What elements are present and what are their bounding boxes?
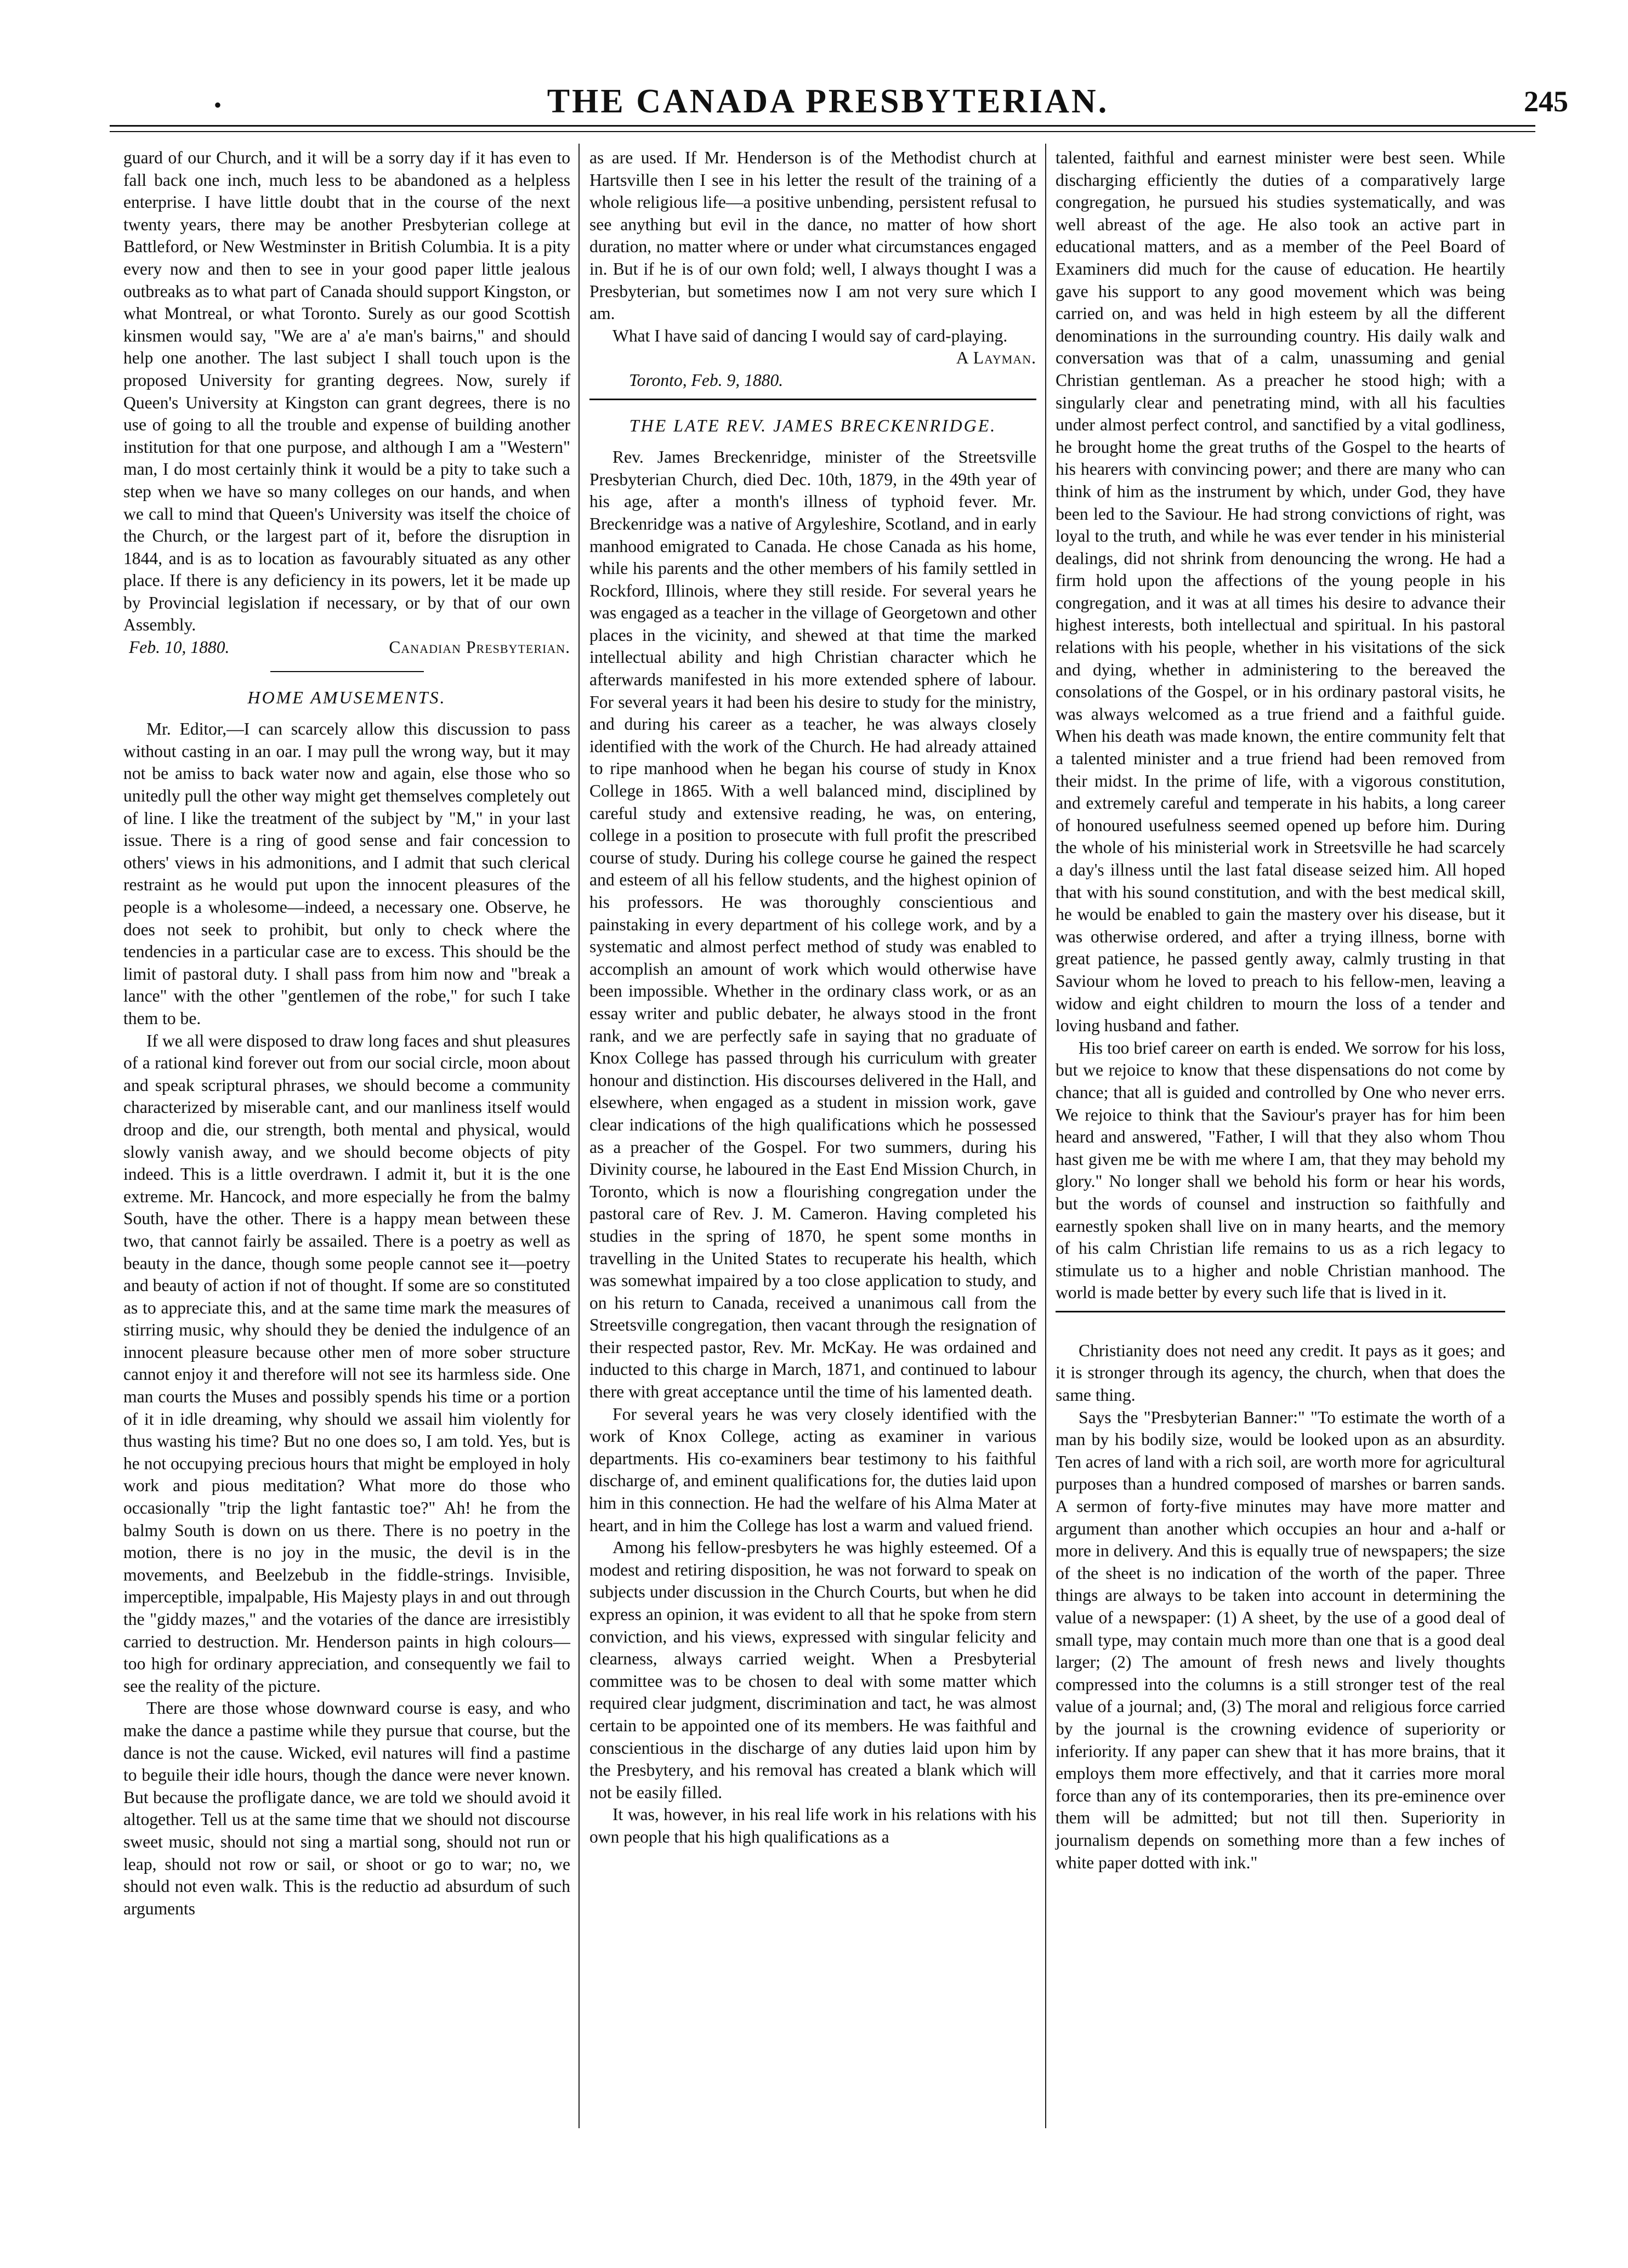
article-paragraph: It was, however, in his real life work in his relations with his own people that his high qualifications as a: [589, 1805, 1036, 1846]
column-divider: [1045, 144, 1046, 2128]
article-heading: THE LATE REV. JAMES BRECKENRIDGE.: [629, 415, 997, 435]
signature-name: Canadian Presbyterian.: [389, 638, 570, 657]
column-left: [123, 147, 570, 1920]
article-paragraph: Among his fellow-presbyters he was highly esteemed. Of a modest and retiring disposition, he was not forward to speak on subjects under discussion in the Church Courts, but when he did express an opinion, it was evident to all that he spoke from stern conviction, and his views, expressed with singular felicity and clearness, always carried weight. When a Presbyterial committee was to be chosen to deal with some matter which required clear judgment, discrimination and tact, he was almost certain to be appointed one of its members. He was faithful and conscientious in the discharge of any duties laid upon him by the Presbytery, and his removal has created a blank which will not be easily filled.: [589, 1538, 1036, 1802]
signature-date: Toronto, Feb. 9, 1880.: [629, 370, 784, 390]
article-paragraph: Christianity does not need any credit. It pays as it goes; and it is stronger through its agency, the church, when that does the same thing.: [1056, 1340, 1505, 1405]
letter-paragraph: guard of our Church, and it will be a sorry day if it has even to fall back one inch, much less to be abandoned as a helpless enterprise. I have little doubt that in the course of the next twenty years, there may be another Presbyterian college at Battleford, or New Westminster in British Columbia. It is a pity every now and then to see in your good paper little jealous outbreaks as to what part of Canada should support Kingston, or what Montreal, or what Toronto. Surely as our good Scottish kinsmen would say, "We are a' a'e man's bairns," and should help one another. The last subject I shall touch upon is the proposed University for granting degrees. Now, surely if Queen's University at Kingston can grant degrees, there is no use of going to all the trouble and expense of building another institution for that one purpose, and although I am a "Western" man, I do most certainly think it would be a pity to take such a step when we have so many colleges on our hands, and when we call to mind that Queen's University was itself the choice of the Church, or the largest part of it, before the disruption in 1844, and is as to location as favourably situated as any other place. If there is any deficiency in its powers, let it be made up by Provincial legislation if necessary, or by that of our own Assembly.: [123, 148, 570, 635]
article-paragraph: as are used. If Mr. Henderson is of the Methodist church at Hartsville then I see in his letter the result of the training of a whole religious life—a positive unbending, persistent refusal to see anything but evil in the dance, no matter of how short duration, no matter where or under what circumstances engaged in. But if he is of our own fold; well, I always thought I was a Presbyterian, but sometimes now I am not very sure which I am.: [589, 148, 1036, 323]
article-paragraph: What I have said of dancing I would say of card-playing.: [612, 326, 1008, 345]
newspaper-title: THE CANADA PRESBYTERIAN.: [547, 83, 1109, 120]
letter-signature: [123, 636, 570, 659]
column-middle: [589, 147, 1036, 1849]
article-paragraph: There are those whose downward course is easy, and who make the dance a pastime while they pursue that course, but the dance is not the cause. Wicked, evil natures will find a pastime to beguile their idle hours, though the dance were never known. But because the profligate dance, we are told we should avoid it altogether. Tell us at the same time that we should not discourse sweet music, should not sing a martial song, should not run or leap, should not row or sail, or shoot or go to war; no, we should not even walk. This is the reductio ad absurdum of such arguments: [123, 1698, 570, 1918]
column-divider: [578, 144, 580, 2128]
article-paragraph: His too brief career on earth is ended. We sorrow for his loss, but we rejoice to know that these dispensations do not come by chance; that all is guided and controlled by One who never errs. We rejoice to think that the Saviour's prayer has for him been heard and answered, "Father, I will that they also whom Thou hast given me be with me where I am, that they may behold my glory." No longer shall we behold his form or hear his words, but the words of counsel and instruction so faithfully and earnestly spoken shall live on in many hearts, and the memory of his calm Christian life remains to us as a rich legacy to stimulate us to a higher and noble Christian manhood. The world is made better by every such life that is lived in it.: [1056, 1038, 1505, 1303]
article-paragraph: Rev. James Breckenridge, minister of the Streetsville Presbyterian Church, died Dec. 10th, 1879, in the 49th year of his age, after a month's illness of typhoid fever. Mr. Breckenridge was a native of Argyleshire, Scotland, and in early manhood emigrated to Canada. He chose Canada as his home, while his parents and the other members of his family settled in Rockford, Illinois, where they still reside. For several years he was engaged as a teacher in the village of Georgetown and other places in the vicinity, and shewed at that time the marked intellectual ability and high Christian character which he afterwards manifested in his more extended sphere of labour. For several years it had been his desire to study for the ministry, and during his career as a teacher, he was always closely identified with the work of the Church. He had already attained to ripe manhood when he began his course of study in Knox College in 1865. With a well balanced mind, disciplined by careful study and extensive reading, he was, on entering, college in a position to prosecute with full profit the prescribed course of study. During his college course he gained the respect and esteem of all his fellow students, and the highest opinion of his professors. He was thoroughly conscientious and painstaking in every department of his college work, and by a systematic and almost perfect method of study was enabled to accomplish an amount of work which would otherwise have been impossible. Whether in the ordinary class work, or as an essay writer and public debater, he always stood in the front rank, and we are perfectly safe in saying that no graduate of Knox College has passed through his curriculum with greater honour and distinction. His discourses delivered in the Hall, and elsewhere, when engaged as a student in mission work, gave clear indications of the high qualifications which he possessed as a preacher of the Gospel. For two summers, during his Divinity course, he laboured in the East End Mission Church, in Toronto, which is now a flourishing congregation under the pastoral care of Rev. J. M. Cameron. Having completed his studies in the spring of 1870, he spent some months in travelling in the United States to recuperate his health, which was somewhat impaired by a too close application to study, and on his return to Canada, received a unanimous call from the Streetsville congregation, then vacant through the resignation of their respected pastor, Rev. Mr. McKay. He was ordained and inducted to this charge in March, 1871, and continued to labour there with great acceptance until the time of his lamented death.: [589, 447, 1036, 1402]
article-paragraph: If we all were disposed to draw long faces and shut pleasures of a rational kind forever out from our social circle, moon about and speak scriptural phrases, we should become a community characterized by miserable cant, and our manliness itself would droop and die, our strength, both mental and physical, would slowly vanish away, and we should become objects of pity indeed. This is a little overdrawn. I admit it, but it is the one extreme. Mr. Hancock, and more especially he from the balmy South, have the other. There is a happy mean between these two, that cannot fairly be assailed. There is a poetry as well as beauty in the dance, though some people cannot see it—poetry and beauty of action if not of thought. If some are so constituted as to appreciate this, and at the same time mark the measures of stirring music, why should they be denied the indulgence of an innocent pleasure because other men of more sober structure cannot enjoy it and therefore will not see its harmless side. One man courts the Muses and possibly spends his time or a portion of it in idle dreaming, why should we assail him violently for thus wasting his time? But no one does so, I am told. Yes, but is he not occupying precious hours that might be employed in holy work and pious meditation? What more do those who occasionally "trip the light fantastic toe?" Ah! he from the balmy South is down on us there. There is no poetry in the motion, there is no joy in the music, the devil is in the movements, and Beelzebub in the fiddle-strings. Invisible, imperceptible, impalpable, His Majesty plays in and out through the "giddy mazes," and the votaries of the dance are irresistibly carried to destruction. Mr. Henderson paints in high colours—too high for ordinary appreciation, and consequently we fail to see the reality of the picture.: [123, 1031, 570, 1696]
article-paragraph: Says the "Presbyterian Banner:" "To estimate the worth of a man by his bodily size, would be looked upon as an absurdity. Ten acres of land with a rich soil, are worth more for agricultural purposes than a hundred composed of marshes or barren sands. A sermon of forty-five minutes may have more matter and argument than another which occupies an hour and a-half or more in delivery. And this is equally true of newspapers; the size of the sheet is no indication of the worth of the paper. Three things are always to be taken into account in determining the value of a newspaper: (1) A sheet, by the use of a good deal of small type, may contain much more than one that is a good deal larger; (2) The amount of fresh news and lively thoughts compressed into the columns is a still stronger test of the real value of a journal; and, (3) The moral and religious force carried by the journal is the crowning evidence of superiority or inferiority. If any paper can shew that it has more brains, that it employs them more effectively, and that it carries more moral force than any of its contemporaries, then its pre-eminence over them will be admitted; but not till then. Superiority in journalism depends on something more than a few inches of white paper dotted with ink.": [1056, 1407, 1505, 1872]
ornament-dot: •: [214, 93, 222, 117]
article-paragraph: For several years he was very closely identified with the work of Knox College, acting as examiner in various departments. His co-examiners bear testimony to his faithful discharge of, and eminent qualifications for, the duties laid upon him in this connection. He had the welfare of his Alma Mater at heart, and in him the College has lost a warm and valued friend.: [589, 1404, 1036, 1535]
signature-name: A Layman.: [956, 348, 1036, 368]
column-right: [1056, 147, 1505, 1874]
page-number: 245: [1524, 85, 1568, 118]
header-double-rule: [110, 125, 1535, 132]
article-heading: HOME AMUSEMENTS.: [247, 687, 446, 707]
article-paragraph: Mr. Editor,—I can scarcely allow this discussion to pass without casting in an oar. I may pull the wrong way, but it may not be amiss to back water now and again, else those who so unitedly pull the other way might get themselves completely out of line. I like the treatment of the subject by "M," in your last issue. There is a ring of good sense and fair concession to others' views in his admonitions, and I admit that such clerical restraint as he would put upon the innocent pleasures of the people is a wholesome—indeed, a necessary one. Observe, he does not seek to prohibit, but only to check where the tendencies in a particular case are to excess. This should be the limit of pastoral duty. I shall pass from him now and "break a lance" with the other "gentlemen of the robe," for such I take them to be.: [123, 719, 570, 1028]
section-rule: [589, 399, 1036, 400]
section-rule: [270, 671, 424, 672]
masthead: [88, 82, 1568, 121]
letter-signature: [589, 347, 1036, 370]
article-paragraph: talented, faithful and earnest minister were best seen. While discharging efficiently the duties of a comparatively large congregation, he pursued his studies systematically, and was well abreast of the age. He also took an active part in educational matters, and as a member of the Peel Board of Examiners did much for the cause of education. He heartily gave his support to any good movement which was being carried on, and was held in high esteem by all the different denominations in the surrounding country. His daily walk and conversation was that of a calm, unassuming and genial Christian gentleman. As a preacher he stood high; with a singularly clear and penetrating mind, with all his faculties under almost perfect control, and sanctified by a vital godliness, he brought home the great truths of the Gospel to the hearts of his hearers with convincing power; and there are many who can think of him as the instrument by which, under God, they have been led to the Saviour. He had strong convictions of right, was loyal to the truth, and while he was ever tender in his ministerial dealings, did not shrink from denouncing the wrong. He had a firm hold upon the affections of the young people in his congregation, and it was at all times his desire to advance their highest interests, both intellectual and spiritual. In his pastoral relations with his people, whether in his visitations of the sick and dying, whether in administering to the bereaved the consolations of the Gospel, or in his ordinary pastoral visits, he was always welcomed as a true friend and a faithful guide. When his death was made known, the entire community felt that a talented minister and a true friend had been removed from their midst. In the prime of life, with a vigorous constitution, and extremely careful and temperate in his habits, a long career of honoured usefulness seemed opened up before him. During the whole of his ministerial work in Streetsville he had scarcely a day's illness until the last fatal disease seized him. All hoped that with his sound constitution, and with the best medical skill, he would be enabled to gain the mastery over his disease, but it was otherwise ordered, and after a trying illness, borne with great patience, he passed gently away, calmly trusting in that Saviour whom he loved to preach to his fellow-men, leaving a widow and eight children to mourn the loss of a tender and loving husband and father.: [1056, 148, 1505, 1036]
signature-date: Feb. 10, 1880.: [129, 638, 230, 657]
